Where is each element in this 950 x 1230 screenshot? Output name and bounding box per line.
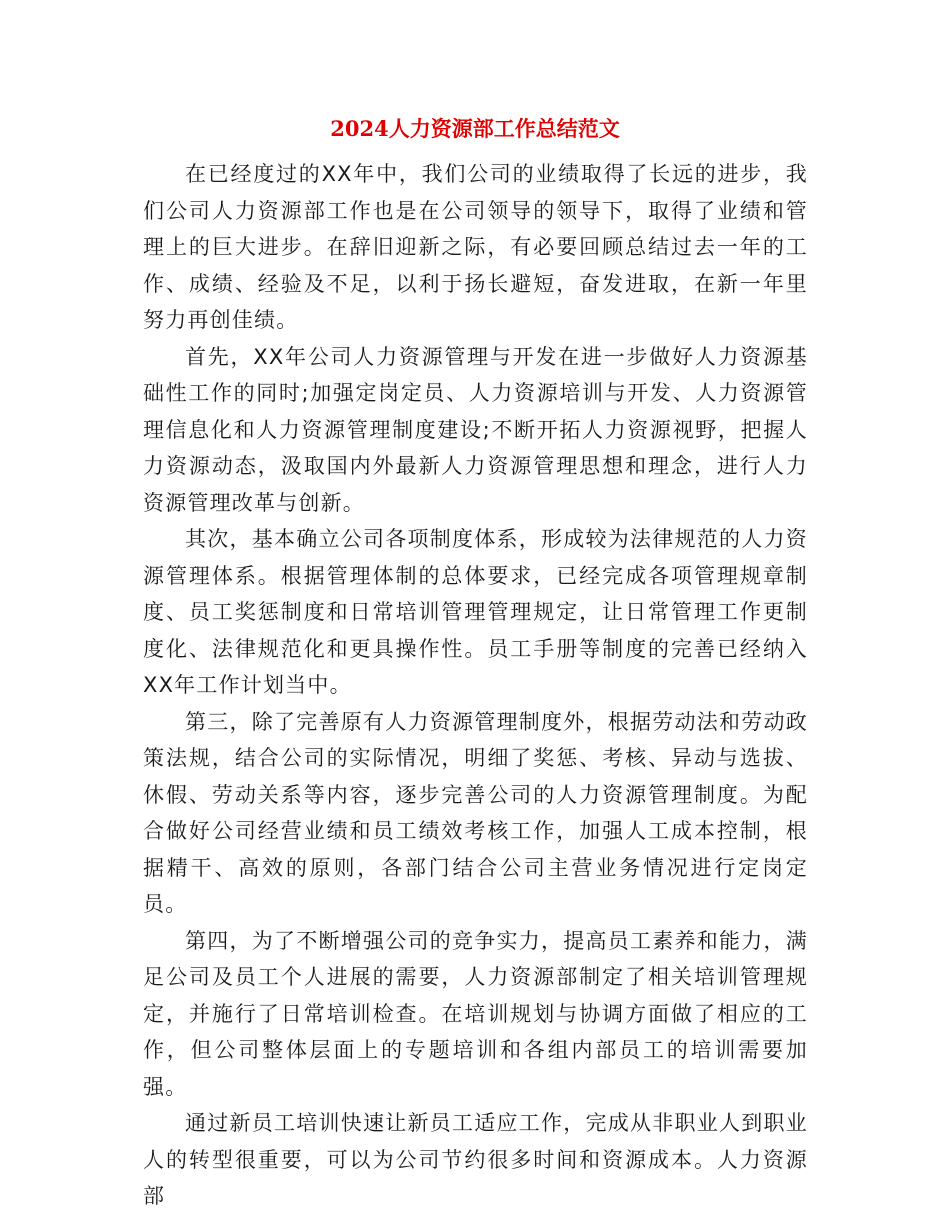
paragraph-second-point: 其次，基本确立公司各项制度体系，形成较为法律规范的人力资源管理体系。根据管理体制的总体要求，已经完成各项管理规章制度、员工奖惩制度和日常培训管理管理规定，让日常管理工作更制度化、法律规范化和更具操作性。员工手册等制度的完善已经纳入XX年工作计划当中。 [143, 527, 808, 697]
paragraph-first-point: 首先，XX年公司人力资源管理与开发在进一步做好人力资源基础性工作的同时;加强定岗定员、人力资源培训与开发、人力资源管理信息化和人力资源管理制度建设;不断开拓人力资源视野，把握人力资源动态，汲取国内外最新人力资源管理思想和理念，进行人力资源管理改革与创新。 [143, 344, 808, 515]
paragraph-new-employee-training: 通过新员工培训快速让新员工适应工作，完成从非职业人到职业人的转型很重要，可以为公司节约很多时间和资源成本。人力资源部 [143, 1111, 808, 1208]
paragraph-fourth-point: 第四，为了不断增强公司的竞争实力，提高员工素养和能力，满足公司及员工个人进展的需要，人力资源部制定了相关培训管理规定，并施行了日常培训检查。在培训规划与协调方面做了相应的工作，但公司整体层面上的专题培训和各组内部员工的培训需要加强。 [143, 928, 808, 1099]
paragraph-third-point: 第三，除了完善原有人力资源管理制度外，根据劳动法和劳动政策法规，结合公司的实际情况，明细了奖惩、考核、异动与选拔、休假、劳动关系等内容，逐步完善公司的人力资源管理制度。为配合做好公司经营业绩和员工绩效考核工作，加强人工成本控制，根据精干、高效的原则，各部门结合公司主营业务情况进行定岗定员。 [143, 709, 808, 916]
document-title: 2024人力资源部工作总结范文 [330, 116, 620, 141]
document-body [143, 156, 808, 1215]
paragraph-intro: 在已经度过的XX年中，我们公司的业绩取得了长远的进步，我们公司人力资源部工作也是在公司领导的领导下，取得了业绩和管理上的巨大进步。在辞旧迎新之际，有必要回顾总结过去一年的工作、成绩、经验及不足，以利于扬长避短，奋发进取，在新一年里努力再创佳绩。 [143, 162, 808, 332]
